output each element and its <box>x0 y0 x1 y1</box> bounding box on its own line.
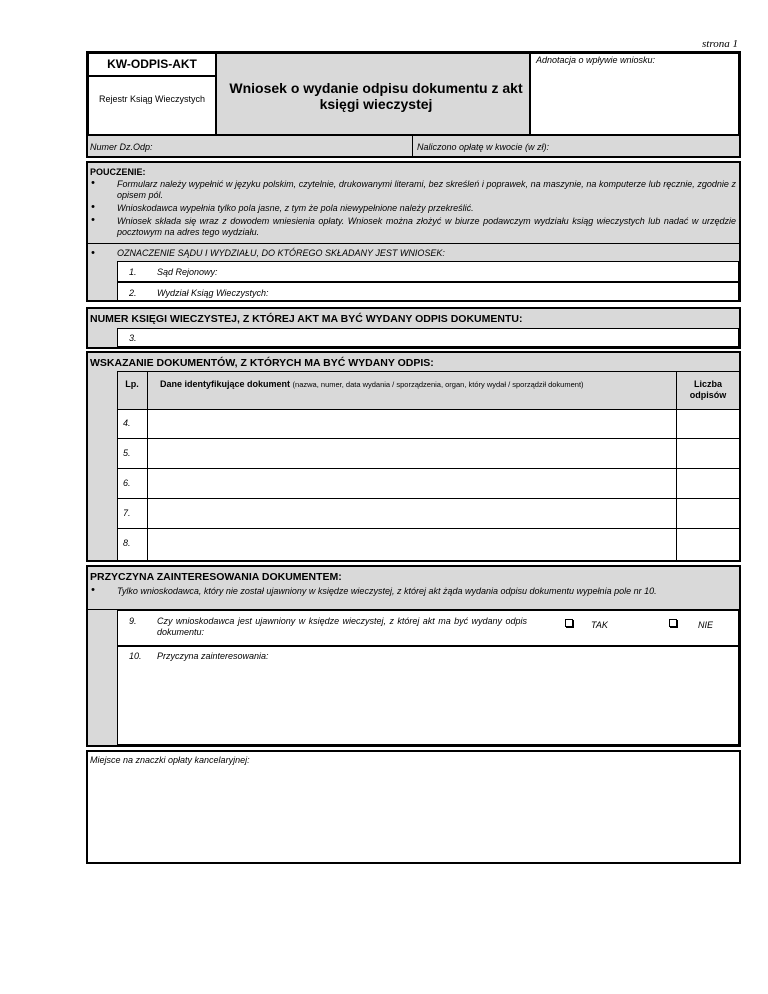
stamps-label: Miejsce na znaczki opłaty kancelaryjnej: <box>90 755 250 765</box>
court-field-label: Wydział Ksiąg Wieczystych: <box>157 288 269 298</box>
table-row[interactable] <box>117 409 739 439</box>
documents-heading: WSKAZANIE DOKUMENTÓW, Z KTÓRYCH MA BYĆ WYDANY ODPIS: <box>90 357 434 369</box>
court-heading-list <box>89 248 736 259</box>
row-number: 6. <box>123 478 131 488</box>
reason-note: • Tylko wnioskodawca, który nie został ujawniony w księdze wieczystej, z której akt żąda wydania odpisu dokumentu wypełnia pole nr 10. <box>89 586 736 597</box>
checkbox-yes[interactable] <box>565 619 573 627</box>
table-row[interactable] <box>117 469 739 499</box>
reason-field-label: Przyczyna zainteresowania: <box>157 651 269 661</box>
row-number: 7. <box>123 508 131 518</box>
table-row[interactable] <box>117 499 739 529</box>
reason-note-list <box>89 586 736 598</box>
annotation-label: Adnotacja o wpływie wniosku: <box>536 55 656 65</box>
instruction-item: • Wnioskodawca wypełnia tylko pola jasne, z tym że pola niewypełnione należy przekreślić. <box>89 203 736 214</box>
registry-label: Rejestr Ksiąg Wieczystych <box>98 94 206 104</box>
page-number: strona 1 <box>702 38 738 50</box>
option-yes-label: TAK <box>591 620 608 630</box>
court-heading: • OZNACZENIE SĄDU I WYDZIAŁU, DO KTÓREGO SKŁADANY JEST WNIOSEK: <box>89 248 736 258</box>
instruction-item: • Wniosek składa się wraz z dowodem wniesienia opłaty. Wniosek można złożyć w biurze podawczym wydziału ksiąg wieczystych lub nadać w urzędzie pocztowym na adres tego wydziału. <box>89 216 736 238</box>
stamps-section[interactable] <box>86 750 741 864</box>
col-lp: Lp. <box>125 379 139 389</box>
checkbox-no[interactable] <box>669 619 677 627</box>
col-count: Liczba odpisów <box>689 379 727 400</box>
instructions-heading: POUCZENIE: <box>90 167 146 177</box>
instructions-list <box>89 179 736 239</box>
kw-number-field[interactable] <box>117 328 739 347</box>
dz-odp-label: Numer Dz.Odp: <box>90 142 153 152</box>
row-number: 5. <box>123 448 131 458</box>
numbers-row <box>86 134 741 158</box>
instruction-item: • Formularz należy wypełnić w języku polskim, czytelnie, drukowanymi literami, bez skreśleń i poprawek, na maszynie, na komputerze lub ręcznie, zgodnie z opisem pól. <box>89 179 736 201</box>
col-data-note: (nazwa, numer, data wydania / sporządzenia, organ, który wydał / sporządził dokument) <box>292 380 584 389</box>
question-9-text: Czy wnioskodawca jest ujawniony w księdze wieczystej, z której akt ma być wydany odpis dokumentu: <box>157 616 527 637</box>
row-number: 8. <box>123 538 131 548</box>
court-field-label: Sąd Rejonowy: <box>157 267 218 277</box>
table-row[interactable] <box>117 439 739 469</box>
option-no-label: NIE <box>698 620 714 630</box>
field-number: 1. <box>129 267 137 277</box>
form-code: KW-ODPIS-AKT <box>107 57 197 71</box>
field-number: 9. <box>129 616 137 626</box>
field-number: 3. <box>129 333 137 343</box>
reason-heading: PRZYCZYNA ZAINTERESOWANIA DOKUMENTEM: <box>90 571 342 583</box>
col-data-title: Dane identyfikujące dokument <box>160 379 291 389</box>
section-divider <box>88 243 739 244</box>
row-number: 4. <box>123 418 131 428</box>
fee-label: Naliczono opłatę w kwocie (w zł): <box>417 142 550 152</box>
field-number: 2. <box>129 288 137 298</box>
field-number: 10. <box>129 651 142 661</box>
kw-number-heading: NUMER KSIĘGI WIECZYSTEJ, Z KTÓREJ AKT MA BYĆ WYDANY ODPIS DOKUMENTU: <box>90 313 523 325</box>
table-row[interactable] <box>117 529 739 560</box>
form-title: Wniosek o wydanie odpisu dokumentu z akt księgi wieczystej <box>229 80 523 112</box>
col-data <box>160 379 670 389</box>
numbers-divider <box>412 134 413 158</box>
documents-table-header <box>117 371 739 409</box>
